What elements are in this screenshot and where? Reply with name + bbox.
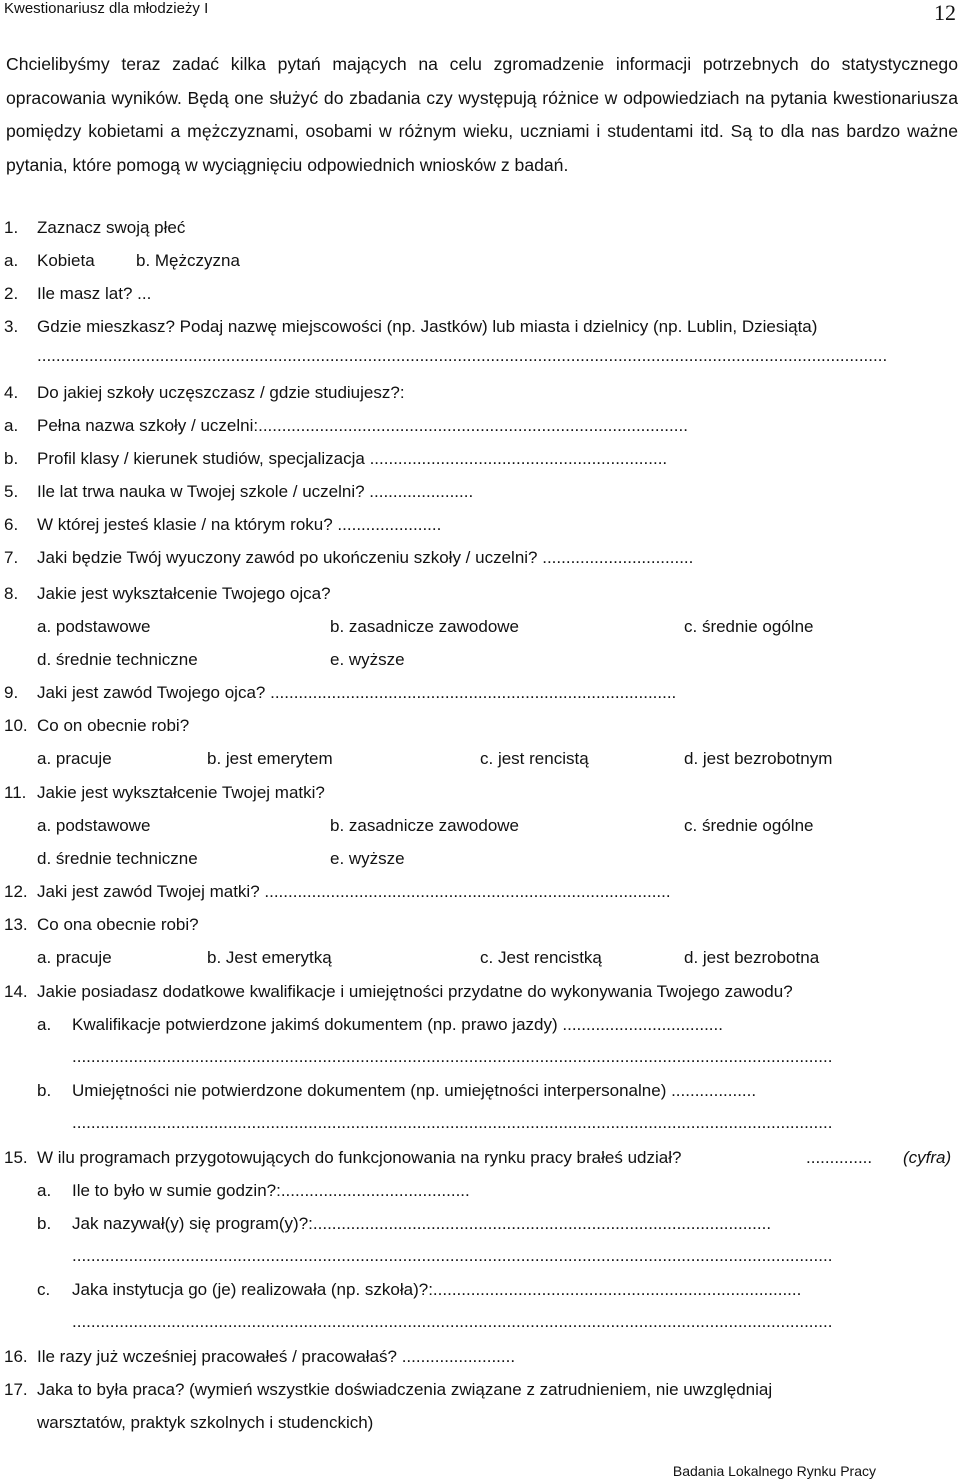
- question-text: Jakie jest wykształcenie Twojej matki?: [37, 783, 325, 802]
- question-text: Jaka to była praca? (wymień wszystkie doświadczenia związane z zatrudnieniem, nie uwzględniaj: [37, 1380, 773, 1399]
- option-unemployed[interactable]: d. jest bezrobotna: [684, 948, 820, 967]
- question-text: Do jakiej szkoły uczęszczasz / gdzie studiujesz?:: [37, 383, 405, 402]
- question-number: 17.: [4, 1380, 28, 1399]
- answer-dots[interactable]: .................................................................................................................................................................: [72, 1312, 833, 1331]
- question-number: 5.: [4, 482, 19, 501]
- question-number: 11.: [4, 783, 27, 802]
- question-6: [0, 515, 960, 541]
- question-number: 16.: [4, 1347, 28, 1366]
- question-10-options: [0, 749, 960, 775]
- option-letter: a.: [37, 1015, 52, 1034]
- school-name-field[interactable]: Pełna nazwa szkoły / uczelni:...........................................................................................: [37, 416, 688, 435]
- question-17-line2: [0, 1413, 960, 1439]
- option-retired[interactable]: b. jest emerytem: [207, 749, 333, 768]
- question-4b: [0, 449, 960, 475]
- question-13: [0, 915, 960, 941]
- question-11-options-row2: [0, 849, 960, 875]
- institution-field[interactable]: Jaka instytucja go (je) realizowała (np. szkoła)?:..............................................................................: [72, 1280, 802, 1299]
- question-text: W ilu programach przygotowujących do funkcjonowania na rynku pracy brałeś udział?: [37, 1148, 682, 1167]
- question-1-options: [0, 251, 960, 277]
- question-text: Gdzie mieszkasz? Podaj nazwę miejscowości (np. Jastków) lub miasta i dzielnicy (np. Lublin, Dziesiąta): [37, 317, 818, 336]
- question-13-options: [0, 948, 960, 974]
- option-pensioner[interactable]: c. Jest rencistką: [480, 948, 602, 967]
- option-working[interactable]: a. pracuje: [37, 948, 112, 967]
- question-2: [0, 284, 960, 310]
- option-vocational[interactable]: b. zasadnicze zawodowe: [330, 816, 520, 835]
- intro-paragraph: Chcielibyśmy teraz zadać kilka pytań mających na celu zgromadzenie informacji potrzebnych do statystycznego opracowania wyników. Będą one służyć do zbadania czy występują różnice w odpowiedziach na pytania kwestionariusza pomiędzy kobietami a mężczyznami, osobami w różnym wieku, uczniami i studentami itd. Są to dla nas bardzo ważne pytania, które pomogą w wyciągnięciu odpowiednich wniosków z badań.: [6, 54, 958, 175]
- question-14b-line2[interactable]: [0, 1113, 952, 1139]
- question-text-continued: warsztatów, praktyk szkolnych i studenckich): [37, 1413, 374, 1432]
- option-secondary-technical[interactable]: d. średnie techniczne: [37, 650, 198, 669]
- option-primary[interactable]: a. podstawowe: [37, 816, 151, 835]
- uncertified-skills-field[interactable]: Umiejętności nie potwierdzone dokumentem (np. umiejętności interpersonalne) ..................: [72, 1081, 757, 1100]
- option-letter: a.: [4, 416, 19, 435]
- answer-dots[interactable]: .................................................................................................................................................................: [72, 1246, 833, 1265]
- question-3: [0, 317, 960, 343]
- question-9: [0, 683, 960, 709]
- question-14a: [0, 1015, 952, 1041]
- question-number: 14.: [4, 982, 28, 1001]
- question-15c-line2[interactable]: [0, 1312, 952, 1338]
- question-11: [0, 783, 960, 809]
- question-8-options-row1: [0, 617, 960, 643]
- answer-dots[interactable]: .................................................................................................................................................................: [72, 1113, 833, 1132]
- option-primary[interactable]: a. podstawowe: [37, 617, 151, 636]
- question-text: Co ona obecnie robi?: [37, 915, 199, 934]
- question-text: Jakie posiadasz dodatkowe kwalifikacje i umiejętności przydatne do wykonywania Twojego zawodu?: [37, 982, 793, 1001]
- question-8: [0, 584, 960, 610]
- question-14a-line2[interactable]: [0, 1047, 952, 1073]
- question-10: [0, 716, 960, 742]
- question-3-answer-line[interactable]: [0, 346, 952, 372]
- option-retired[interactable]: b. Jest emerytką: [207, 948, 332, 967]
- question-15c: [0, 1280, 952, 1306]
- question-15a: [0, 1181, 960, 1207]
- option-vocational[interactable]: b. zasadnicze zawodowe: [330, 617, 520, 636]
- question-text[interactable]: Jaki będzie Twój wyuczony zawód po ukończeniu szkoły / uczelni? ................................: [37, 548, 694, 567]
- option-female[interactable]: Kobieta: [37, 251, 95, 270]
- question-1: [0, 218, 960, 244]
- option-secondary-general[interactable]: c. średnie ogólne: [684, 816, 814, 835]
- profile-field[interactable]: Profil klasy / kierunek studiów, specjalizacja ...............................................................: [37, 449, 668, 468]
- question-4a: [0, 416, 960, 442]
- certified-qualifications-field[interactable]: Kwalifikacje potwierdzone jakimś dokumentem (np. prawo jazdy) ..................................: [72, 1015, 723, 1034]
- question-8-options-row2: [0, 650, 960, 676]
- option-unemployed[interactable]: d. jest bezrobotnym: [684, 749, 833, 768]
- option-secondary-technical[interactable]: d. średnie techniczne: [37, 849, 198, 868]
- option-pensioner[interactable]: c. jest rencistą: [480, 749, 589, 768]
- question-5: [0, 482, 960, 508]
- question-number: 8.: [4, 584, 19, 603]
- question-number: 9.: [4, 683, 19, 702]
- question-text: Zaznacz swoją płeć: [37, 218, 186, 237]
- option-higher[interactable]: e. wyższe: [330, 849, 405, 868]
- question-text[interactable]: Jaki jest zawód Twojej matki? ......................................................................................: [37, 882, 671, 901]
- question-text[interactable]: Ile masz lat? ...: [37, 284, 152, 303]
- question-14: [0, 982, 960, 1008]
- footer-text: Badania Lokalnego Rynku Pracy: [672, 1463, 876, 1479]
- answer-field[interactable]: ..............: [806, 1148, 873, 1167]
- option-letter: a.: [4, 251, 19, 270]
- option-letter: a.: [37, 1181, 52, 1200]
- option-letter: b.: [4, 449, 19, 468]
- question-number: 12.: [4, 882, 28, 901]
- question-text[interactable]: W której jesteś klasie / na którym roku? ......................: [37, 515, 442, 534]
- option-male[interactable]: b. Mężczyzna: [136, 251, 240, 270]
- option-higher[interactable]: e. wyższe: [330, 650, 405, 669]
- answer-dots[interactable]: .................................................................................................................................................................: [72, 1047, 833, 1066]
- question-text: Co on obecnie robi?: [37, 716, 190, 735]
- option-secondary-general[interactable]: c. średnie ogólne: [684, 617, 814, 636]
- question-number: 1.: [4, 218, 19, 237]
- question-11-options-row1: [0, 816, 960, 842]
- option-letter: b.: [37, 1214, 52, 1233]
- question-12: [0, 882, 960, 908]
- question-15b-line2[interactable]: [0, 1246, 952, 1272]
- question-7: [0, 548, 960, 574]
- question-number: 2.: [4, 284, 19, 303]
- page-number: 12: [934, 0, 956, 25]
- option-letter: c.: [37, 1280, 51, 1299]
- question-number: 15.: [4, 1148, 28, 1167]
- question-text[interactable]: Ile razy już wcześniej pracowałeś / pracowałaś? ........................: [37, 1347, 516, 1366]
- question-16: [0, 1347, 960, 1373]
- question-17: [0, 1380, 960, 1406]
- question-text: Jakie jest wykształcenie Twojego ojca?: [37, 584, 331, 603]
- question-number: 7.: [4, 548, 19, 567]
- question-text[interactable]: Jaki jest zawód Twojego ojca? ......................................................................................: [37, 683, 677, 702]
- question-15: [0, 1148, 960, 1174]
- program-names-field[interactable]: Jak nazywał(y) się program(y)?:.................................................................................................: [72, 1214, 772, 1233]
- question-number: 4.: [4, 383, 19, 402]
- header-title: Kwestionariusz dla młodzieży I: [4, 0, 209, 17]
- question-number: 3.: [4, 317, 19, 336]
- question-text[interactable]: Ile lat trwa nauka w Twojej szkole / uczelni? ......................: [37, 482, 474, 501]
- question-number: 13.: [4, 915, 28, 934]
- question-number: 6.: [4, 515, 19, 534]
- question-number: 10.: [4, 716, 28, 735]
- answer-dots[interactable]: ....................................................................................................................................................................................: [37, 346, 888, 365]
- hours-field[interactable]: Ile to było w sumie godzin?:........................................: [72, 1181, 470, 1200]
- option-working[interactable]: a. pracuje: [37, 749, 112, 768]
- unit-hint: (cyfra): [903, 1148, 952, 1167]
- question-15b: [0, 1214, 952, 1240]
- question-4: [0, 383, 960, 409]
- question-14b: [0, 1081, 952, 1107]
- option-letter: b.: [37, 1081, 52, 1100]
